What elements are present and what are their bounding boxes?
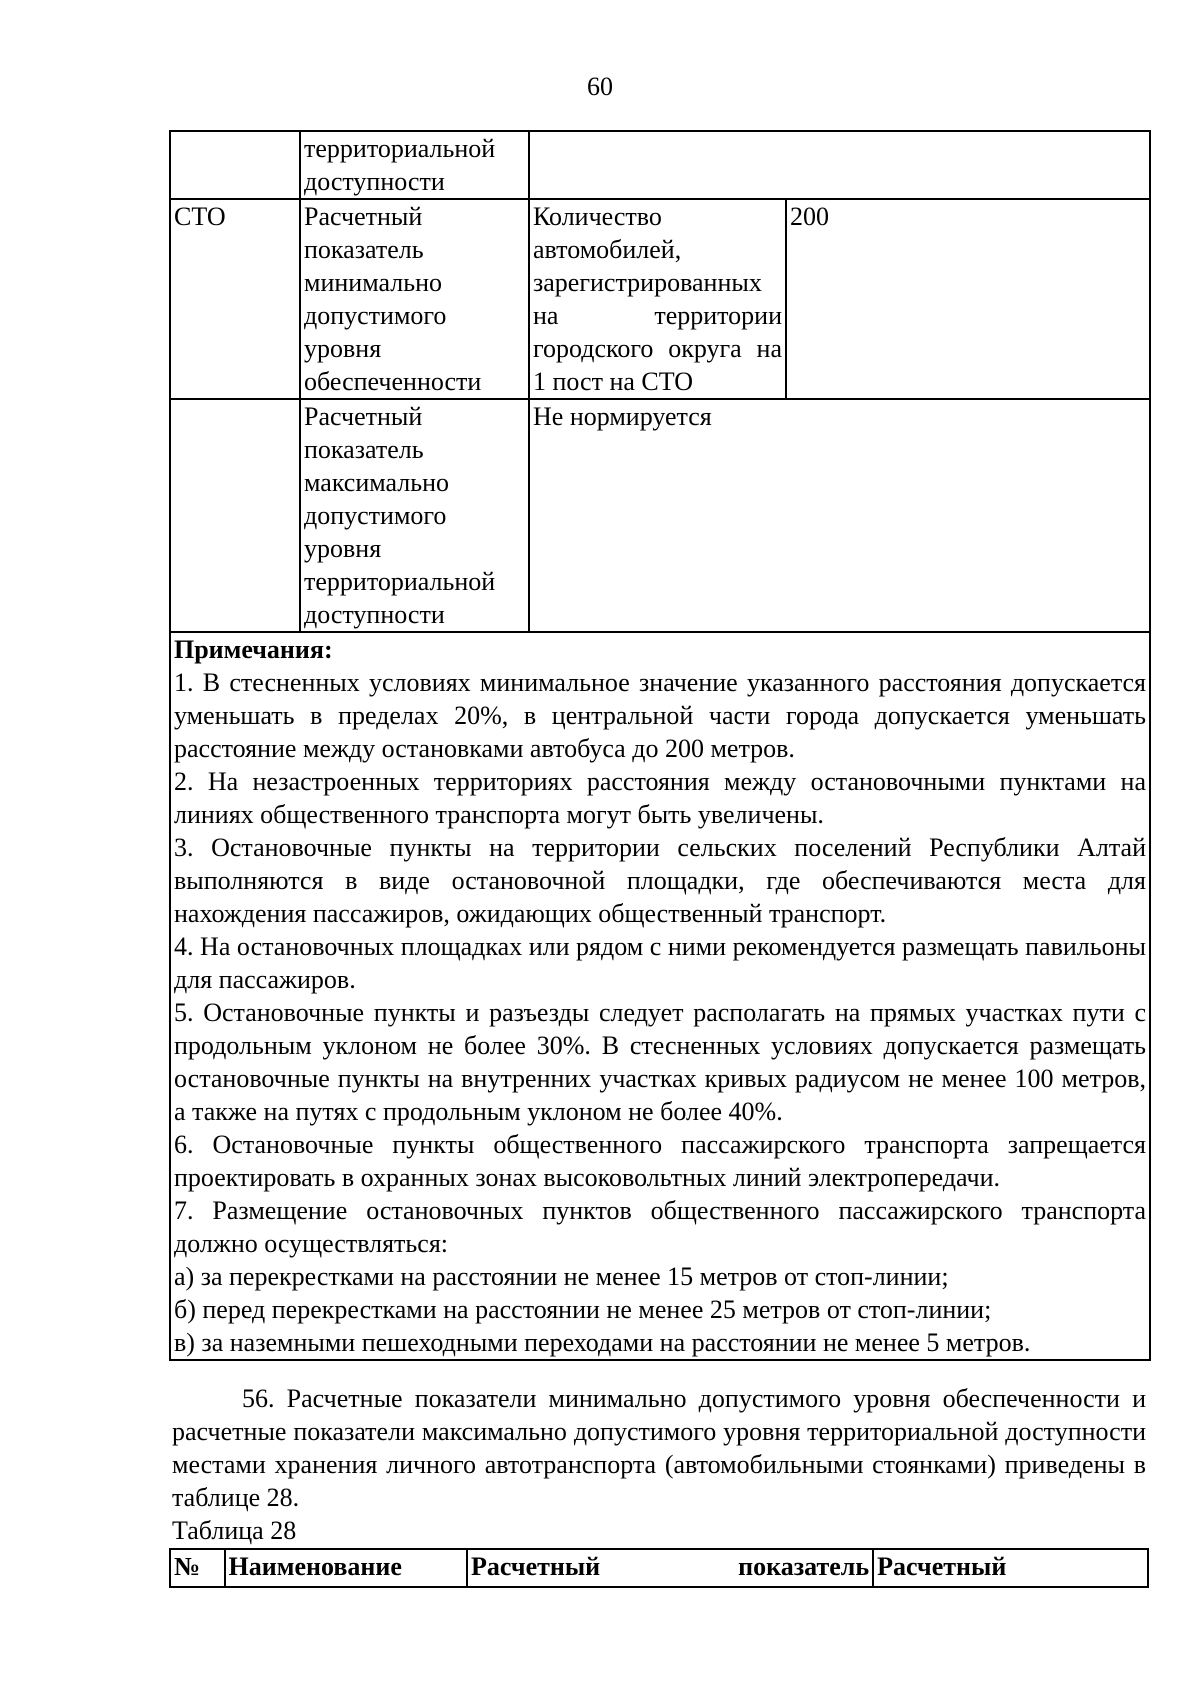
table-caption: Таблица 28 [172,1516,297,1545]
table-header-row [170,1549,1148,1587]
note-item: 1. В стесненных условиях минимальное значение указанного расстояния допускается уменьшать в пределах 20%, в центральной части города допускается уменьшать расстояние между остановками автобуса до 200 метров. [174,668,1146,763]
header-calc2: Расчетный [873,1549,1148,1587]
note-item: в) за наземными пешеходными переходами на расстоянии не менее 5 метров. [174,1328,1031,1357]
body-paragraph: 56. Расчетные показатели минимально допустимого уровня обеспеченности и расчетные показатели максимально допустимого уровня территориальной доступности местами хранения личного автотранспорта (автомобильными стоянками) приведены в таблице 28. [172,1384,1146,1512]
notes-cell [170,632,1150,1360]
table-row [170,199,1150,399]
table-row [170,131,1150,199]
note-item: 3. Остановочные пункты на территории сельских поселений Республики Алтай выполняются в виде остановочной площадки, где обеспечиваются места для нахождения пассажиров, ожидающих общественный транспорт. [174,833,1146,928]
header-num: № [170,1549,225,1587]
table-cell [170,399,300,632]
table-cell-indicator: Расчетный показатель максимально допустимого уровня территориальной доступности [300,399,529,632]
table-cell-value: 200 [786,199,1150,399]
table-cell-unit: Количество автомобилей, зарегистрированных на территории городского округа на 1 пост на СТО [529,199,786,399]
header-calc-word2: показатель [738,1552,870,1581]
header-calc-word1: Расчетный [471,1552,601,1581]
note-item: 5. Остановочные пункты и разъезды следует располагать на прямых участках пути с продольным уклоном не более 30%. В стесненных условиях допускается размещать остановочные пункты на внутренних участках кривых радиусом не менее 100 метров, а также на путях с продольным уклоном не более 40%. [174,998,1146,1126]
header-calc [467,1549,873,1587]
table-cell [170,131,300,199]
notes-title: Примечания: [174,635,333,664]
table-cell-object: СТО [170,199,300,399]
note-item: а) за перекрестками на расстоянии не менее 15 метров от стоп-линии; [174,1262,949,1291]
table-cell: территориальной доступности [300,131,529,199]
note-item: 7. Размещение остановочных пунктов общественного пассажирского транспорта должно осуществляться: [174,1196,1146,1258]
header-name: Наименование [225,1549,467,1587]
table-row-notes [170,632,1150,1360]
table-row [170,399,1150,632]
note-item: 6. Остановочные пункты общественного пассажирского транспорта запрещается проектировать в охранных зонах высоковольтных линий электропередачи. [174,1130,1146,1192]
table-28-header [169,1548,1149,1588]
table-cell-indicator: Расчетный показатель минимально допустимого уровня обеспеченности [300,199,529,399]
note-item: б) перед перекрестками на расстоянии не менее 25 метров от стоп-линии; [174,1295,992,1324]
table-cell [529,131,1150,199]
standards-table [169,130,1151,1361]
page-number: 60 [587,72,613,101]
note-item: 4. На остановочных площадках или рядом с ними рекомендуется размещать павильоны для пассажиров. [174,932,1146,994]
table-cell-value: Не нормируется [529,399,1150,632]
note-item: 2. На незастроенных территориях расстояния между остановочными пунктами на линиях общественного транспорта могут быть увеличены. [174,767,1146,829]
